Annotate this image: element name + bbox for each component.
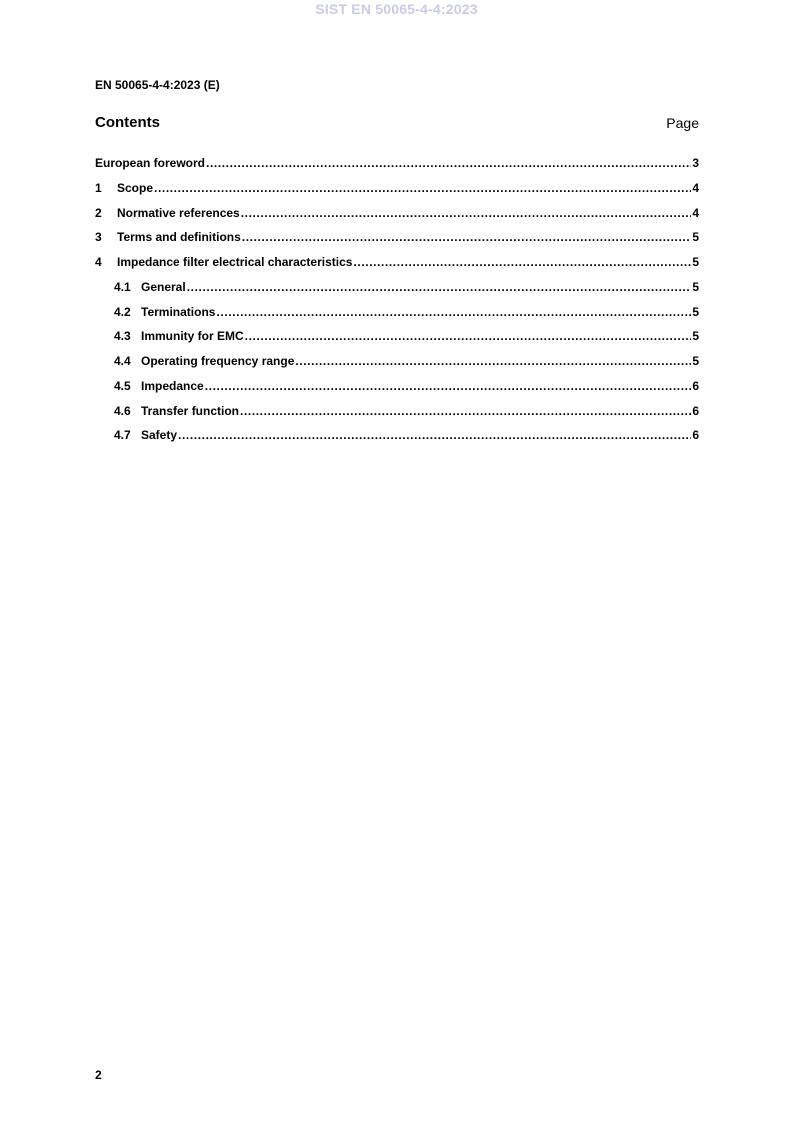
watermark-text: SIST EN 50065-4-4:2023: [315, 1, 478, 17]
toc-entry-label: European foreword: [95, 156, 206, 170]
toc-entry-label: Terminations: [141, 304, 216, 319]
toc-entry-label: Impedance: [141, 378, 204, 393]
toc-entry-number: 4.5: [114, 378, 131, 393]
toc-entry-number: 4.4: [114, 354, 131, 368]
toc-leader-dots: [205, 379, 692, 393]
toc-entry-page: 4: [692, 205, 699, 220]
toc-entry-immunity-for-emc[interactable]: [95, 329, 699, 354]
page-column-label: Page: [666, 115, 699, 131]
toc-leader-dots: [216, 305, 691, 319]
toc-entry-number: 4.6: [114, 403, 131, 418]
toc-entry-page: 5: [692, 354, 699, 368]
toc-leader-dots: [242, 230, 692, 244]
contents-title: Contents: [95, 114, 160, 131]
toc-entry-label: Operating frequency range: [141, 354, 295, 368]
toc-entry-safety[interactable]: [95, 428, 699, 453]
toc-entry-label: Normative references: [117, 205, 240, 220]
page-number: 2: [95, 1068, 102, 1082]
toc-leader-dots: [241, 206, 692, 220]
toc-entry-page: 6: [692, 403, 699, 418]
toc-entry-page: 5: [692, 329, 699, 344]
table-of-contents: [95, 156, 699, 453]
toc-entry-label: Terms and definitions: [117, 230, 241, 245]
toc-entry-operating-frequency-range[interactable]: [95, 354, 699, 379]
toc-entry-european-foreword[interactable]: [95, 156, 699, 181]
toc-leader-dots: [295, 354, 691, 368]
toc-entry-label: Impedance filter electrical characteristics: [117, 255, 353, 269]
toc-leader-dots: [245, 329, 692, 343]
toc-entry-normative-references[interactable]: [95, 206, 699, 231]
toc-entry-page: 5: [692, 230, 699, 245]
toc-entry-page: 3: [692, 156, 699, 170]
toc-entry-impedance-filter-characteristics[interactable]: [95, 255, 699, 280]
toc-entry-label: Safety: [141, 428, 178, 443]
toc-entry-page: 6: [692, 378, 699, 393]
toc-leader-dots: [206, 156, 691, 170]
toc-leader-dots: [353, 255, 691, 269]
toc-entry-page: 5: [692, 255, 699, 269]
contents-header: [95, 114, 699, 134]
toc-entry-number: 3: [95, 230, 102, 245]
toc-leader-dots: [240, 404, 691, 418]
toc-entry-page: 5: [692, 279, 699, 294]
toc-leader-dots: [187, 280, 692, 294]
toc-entry-number: 4.7: [114, 428, 131, 443]
toc-entry-number: 4.2: [114, 304, 131, 319]
toc-entry-number: 4.3: [114, 329, 131, 344]
toc-entry-page: 6: [692, 428, 699, 443]
toc-leader-dots: [154, 181, 691, 195]
toc-entry-page: 5: [692, 304, 699, 319]
toc-leader-dots: [178, 428, 691, 442]
toc-entry-label: General: [141, 279, 186, 294]
toc-entry-label: Immunity for EMC: [141, 329, 244, 344]
toc-entry-number: 4.1: [114, 279, 131, 294]
toc-entry-impedance[interactable]: [95, 379, 699, 404]
toc-entry-terminations[interactable]: [95, 305, 699, 330]
toc-entry-number: 2: [95, 205, 102, 220]
toc-entry-label: Scope: [117, 180, 154, 195]
toc-entry-label: Transfer function: [141, 403, 240, 418]
toc-entry-general[interactable]: [95, 280, 699, 305]
toc-entry-terms-and-definitions[interactable]: [95, 230, 699, 255]
toc-entry-transfer-function[interactable]: [95, 404, 699, 429]
document-reference: EN 50065-4-4:2023 (E): [95, 78, 220, 92]
toc-entry-page: 4: [692, 180, 699, 195]
toc-entry-number: 4: [95, 255, 102, 269]
toc-entry-number: 1: [95, 180, 102, 195]
toc-entry-scope[interactable]: [95, 181, 699, 206]
